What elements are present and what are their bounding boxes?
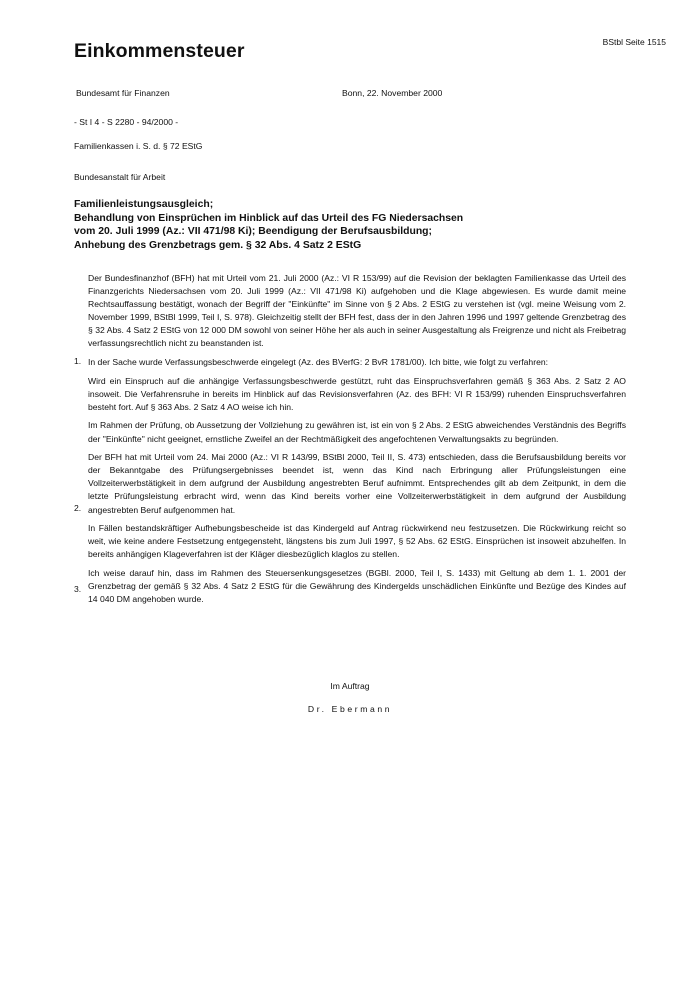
page-reference: BStbl Seite 1515 <box>602 37 666 47</box>
section-2 <box>74 451 626 567</box>
section-number: 3. <box>74 583 82 594</box>
subject-line: Anhebung des Grenzbetrags gem. § 32 Abs. 4 Satz 2 EStG <box>74 239 362 251</box>
file-reference: - St I 4 - S 2280 - 94/2000 - <box>74 117 179 127</box>
section-3 <box>74 567 626 612</box>
paragraph: Der BFH hat mit Urteil vom 24. Mai 2000 (Az.: VI R 143/99, BStBl 2000, Teil II, S. 473) entschieden, dass die Berufsausbildung bereits vor der Bekanntgabe des Prüfungsergebnisses beendet ist, wenn das Kind nach Erbringung aller Prüfungsleistungen eine Vollzeiterwerbstätigkeit in dem aufgrund der Ausbildung angestrebten Beruf aufnimmt. Entsprechendes gilt ab dem Zeitpunkt, in dem die letzte Prüfungsleistung erbracht wird, wenn das Kind bereits vorher eine Vollzeiterwerbstätigkeit in dem aufgrund der Ausbildung angestrebten Beruf aufgenommen hat. <box>88 452 626 515</box>
paragraph: Im Rahmen der Prüfung, ob Aussetzung der Vollziehung zu gewähren ist, ist ein von § 2 Abs. 2 EStG abweichendes Verständnis des Begriffs der "Einkünfte" nicht geeignet, ernstliche Zweifel an der Rechtmäßigkeit des angefochtenen Verwaltungsakts zu begründen. <box>88 420 626 444</box>
section-number: 1. <box>74 356 82 367</box>
section-1 <box>74 272 626 451</box>
place-date: Bonn, 22. November 2000 <box>342 88 443 98</box>
paragraph: In Fällen bestandskräftiger Aufhebungsbescheide ist das Kindergeld auf Antrag rückwirkend neu festzusetzen. Die Rückwirkung reicht so weit, wie keine andere Festsetzung entgegensteht, längstens bis zum Juli 1997, § 52 Abs. 62 EStG. Einsprüchen ist insoweit abzuhelfen. In bereits anhängigen Klageverfahren ist der Kläger diesbezüglich klaglos zu stellen. <box>88 523 626 560</box>
recipient: Bundesanstalt für Arbeit <box>74 172 166 182</box>
subject-line: Familienleistungsausgleich; <box>74 199 214 210</box>
subject-line: Behandlung von Einsprüchen im Hinblick auf das Urteil des FG Niedersachsen <box>74 212 464 224</box>
document-title: Einkommensteuer <box>74 40 245 62</box>
closing-phrase: Im Auftrag <box>330 681 370 691</box>
paragraph: Der Bundesfinanzhof (BFH) hat mit Urteil vom 21. Juli 2000 (Az.: VI R 153/99) auf die Revision der beklagten Familienkasse das Urteil des Finanzgerichts Niedersachsen vom 20. Juli 1999 (Az.: VII 471/98 Ki) aufgehoben und die Klage abgewiesen. Es wurde damit meine Rechtsauffassung bestätigt, wonach der Begriff der "Einkünfte" im Sinne von § 2 Abs. 2 EStG zu verstehen ist (vgl. meine Weisung vom 2. November 1999, BStBl 1999, Teil I, S. 978). Gleichzeitig stellt der BFH fest, dass der in den Jahren 1996 und 1997 geltende Grenzbetrag des § 32 Abs. 4 Satz 2 EStG von 12 000 DM sowohl von seiner Höhe her als auch in seiner Ausgestaltung als Freigrenze und nicht als Freibetrag verfassungsrechtlich nicht zu beanstanden ist. <box>88 273 626 349</box>
subject-line: vom 20. Juli 1999 (Az.: VII 471/98 Ki); Beendigung der Berufsausbildung; <box>74 226 432 238</box>
document-body <box>74 272 626 612</box>
sender: Bundesamt für Finanzen <box>76 88 170 98</box>
subject <box>74 198 634 252</box>
recipient: Familienkassen i. S. d. § 72 EStG <box>74 141 203 151</box>
section-number: 2. <box>74 503 82 514</box>
paragraph: In der Sache wurde Verfassungsbeschwerde eingelegt (Az. des BVerfG: 2 BvR 1781/00). Ich bitte, wie folgt zu verfahren: <box>88 357 549 368</box>
paragraph: Ich weise darauf hin, dass im Rahmen des Steuersenkungsgesetzes (BGBl. 2000, Teil I, S. 1433) mit Geltung ab dem 1. 1. 2001 der Grenzbetrag der gemäß § 32 Abs. 4 Satz 2 EStG für die Gewährung des Kindergelds unschädlichen Einkünfte und Bezüge des Kindes auf 14 040 DM angehoben wurde. <box>88 567 626 605</box>
signature: Dr. Ebermann <box>307 704 393 714</box>
paragraph: Wird ein Einspruch auf die anhängige Verfassungsbeschwerde gestützt, ruht das Einspruchsverfahren gemäß § 363 Abs. 2 Satz 2 AO insoweit. Die Verfahrensruhe in bereits im Hinblick auf das Revisionsverfahren (Az. des BFH: VI R 153/99) ruhenden Einspruchsverfahren besteht fort. Auf § 363 Abs. 2 Satz 4 AO weise ich hin. <box>88 375 626 412</box>
